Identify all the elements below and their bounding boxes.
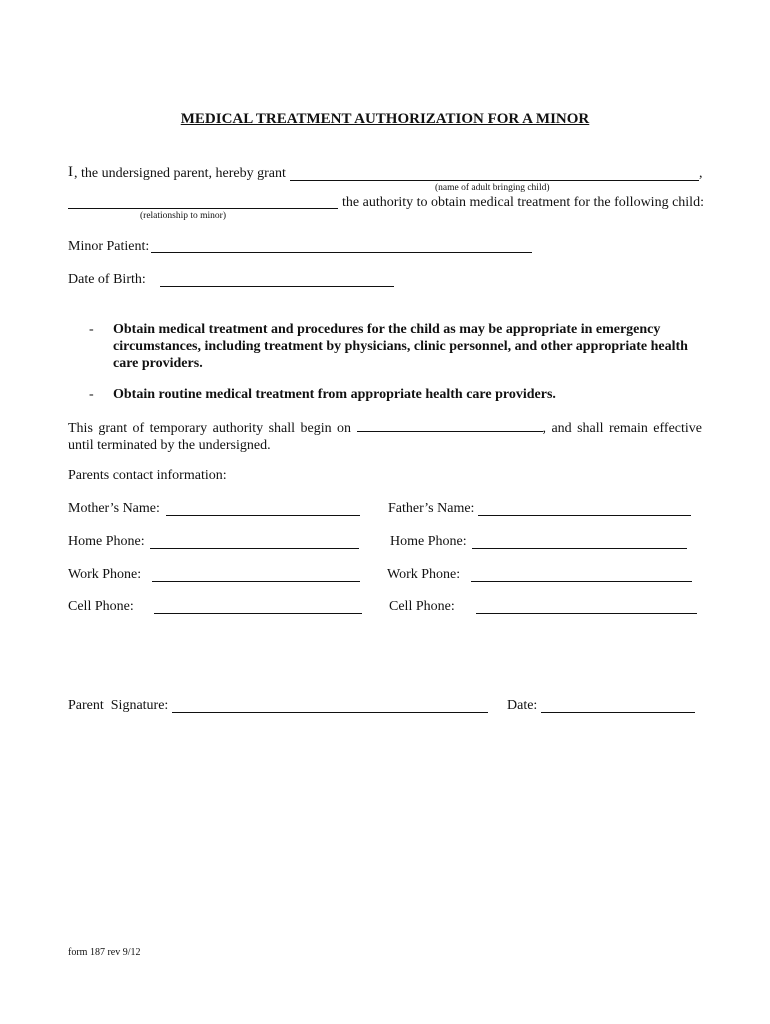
grant-start-date-field[interactable] xyxy=(357,419,543,432)
minor-patient-label: Minor Patient: xyxy=(68,239,150,254)
mother-work-phone-field[interactable] xyxy=(152,581,360,582)
grantor-text: , the undersigned parent, hereby grant xyxy=(74,166,286,181)
parent-signature-label: Parent Signature: xyxy=(68,698,169,713)
signature-date-label: Date: xyxy=(507,698,538,713)
mother-name-field[interactable] xyxy=(166,515,360,516)
grant-period-before: This grant of temporary authority shall begin on xyxy=(68,421,352,436)
father-work-phone-label: Work Phone: xyxy=(387,567,461,582)
grantor-prefix: I xyxy=(68,164,73,180)
date-of-birth-field[interactable] xyxy=(160,286,394,287)
father-home-phone-field[interactable] xyxy=(472,548,687,549)
authority-text: the authority to obtain medical treatment for the following child: xyxy=(342,195,704,210)
mother-home-phone-label: Home Phone: xyxy=(68,534,145,549)
grant-period-paragraph xyxy=(68,419,702,454)
adult-name-field[interactable] xyxy=(290,180,699,181)
father-name-field[interactable] xyxy=(478,515,691,516)
bullet-routine-treatment: Obtain routine medical treatment from appropriate health care providers. xyxy=(113,387,556,402)
date-of-birth-label: Date of Birth: xyxy=(68,272,146,287)
parent-signature-field[interactable] xyxy=(172,712,488,713)
mother-home-phone-field[interactable] xyxy=(150,548,359,549)
contact-heading: Parents contact information: xyxy=(68,468,227,483)
form-number: form 187 rev 9/12 xyxy=(68,947,141,958)
father-home-phone-label: Home Phone: xyxy=(390,534,467,549)
relationship-hint: (relationship to minor) xyxy=(140,211,227,221)
mother-work-phone-label: Work Phone: xyxy=(68,567,142,582)
father-work-phone-field[interactable] xyxy=(471,581,692,582)
bullet-dash: - xyxy=(89,387,94,402)
mother-cell-phone-field[interactable] xyxy=(154,613,362,614)
grant-period-after: , and shall remain effective until terminated by the undersigned. xyxy=(68,421,703,453)
signature-date-field[interactable] xyxy=(541,712,695,713)
father-cell-phone-field[interactable] xyxy=(476,613,697,614)
bullet-emergency-treatment: Obtain medical treatment and procedures for the child as may be appropriate in emergency circumstances, including treatment by physicians, clinic personnel, and other appropriate health care providers. xyxy=(113,322,688,371)
mother-cell-phone-label: Cell Phone: xyxy=(68,599,134,614)
adult-name-hint: (name of adult bringing child) xyxy=(435,183,550,193)
minor-patient-field[interactable] xyxy=(151,252,532,253)
grantor-comma: , xyxy=(699,166,703,181)
mother-name-label: Mother’s Name: xyxy=(68,501,160,516)
father-name-label: Father’s Name: xyxy=(388,501,475,516)
father-cell-phone-label: Cell Phone: xyxy=(389,599,455,614)
relationship-field[interactable] xyxy=(68,208,338,209)
document-title: MEDICAL TREATMENT AUTHORIZATION FOR A MINOR xyxy=(180,111,590,127)
bullet-dash: - xyxy=(89,322,94,337)
